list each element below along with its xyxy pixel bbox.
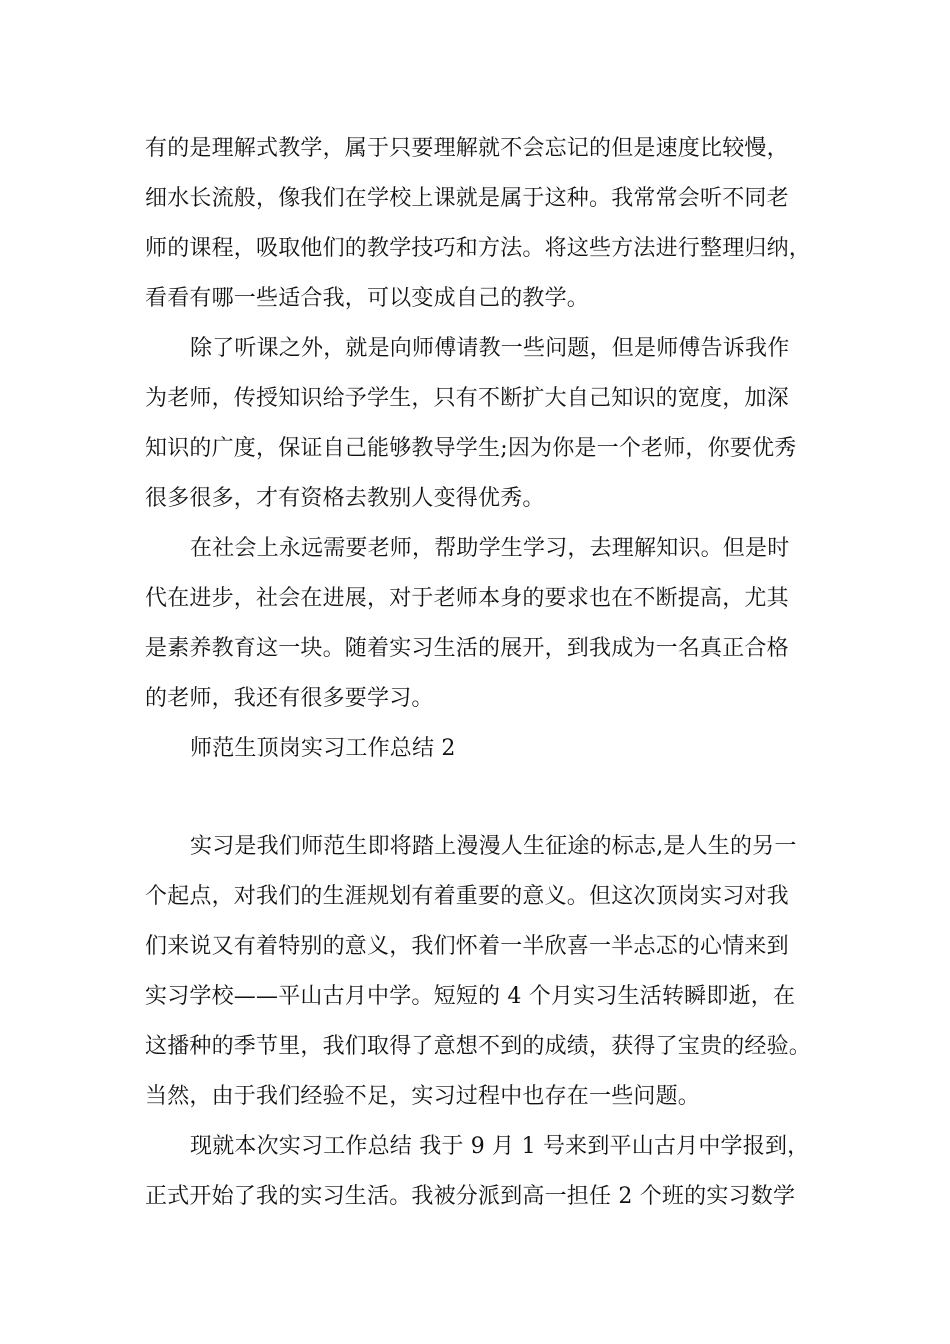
paragraph-line: 为老师，传授知识给予学生，只有不断扩大自己知识的宽度，加深 (145, 386, 789, 411)
paragraph-line: 看看有哪一些适合我，可以变成自己的教学。 (145, 286, 590, 311)
paragraph-line: 有的是理解式教学，属于只要理解就不会忘记的但是速度比较慢， (145, 136, 789, 161)
paragraph-line: 当然，由于我们经验不足，实习过程中也存在一些问题。 (145, 1084, 701, 1109)
paragraph-line: 细水长流般，像我们在学校上课就是属于这种。我常常会听不同老 (145, 186, 789, 211)
paragraph-line: 个起点，对我们的生涯规划有着重要的意义。但这次顶岗实习对我 (145, 884, 789, 909)
paragraph-line: 除了听课之外，就是向师傅请教一些问题，但是师傅告诉我作 (190, 336, 790, 361)
paragraph-line: 代在进步，社会在进展，对于老师本身的要求也在不断提高，尤其 (145, 586, 789, 611)
paragraph-line: 们来说又有着特别的意义，我们怀着一半欣喜一半忐忑的心情来到 (145, 934, 789, 959)
paragraph-line: 实习学校——平山古月中学。短短的 4 个月实习生活转瞬即逝，在 (145, 984, 796, 1009)
paragraph-line: 师的课程，吸取他们的教学技巧和方法。将这些方法进行整理归纳， (145, 236, 812, 261)
paragraph-line: 知识的广度，保证自己能够教导学生;因为你是一个老师，你要优秀 (145, 436, 797, 461)
paragraph-line: 这播种的季节里，我们取得了意想不到的成绩，获得了宝贵的经验。 (145, 1034, 812, 1059)
paragraph-line: 的老师，我还有很多要学习。 (145, 686, 434, 711)
paragraph-line: 现就本次实习工作总结 我于 9 月 1 号来到平山古月中学报到， (190, 1134, 810, 1159)
paragraph-line: 正式开始了我的实习生活。我被分派到高一担任 2 个班的实习数学 (145, 1184, 796, 1209)
paragraph-line: 很多很多，才有资格去教别人变得优秀。 (145, 486, 545, 511)
paragraph-line: 实习是我们师范生即将踏上漫漫人生征途的标志,是人生的另一 (190, 834, 797, 859)
section-heading: 师范生顶岗实习工作总结 2 (190, 736, 456, 761)
paragraph-line: 是素养教育这一块。随着实习生活的展开，到我成为一名真正合格 (145, 636, 789, 661)
paragraph-line: 在社会上永远需要老师，帮助学生学习，去理解知识。但是时 (190, 536, 790, 561)
